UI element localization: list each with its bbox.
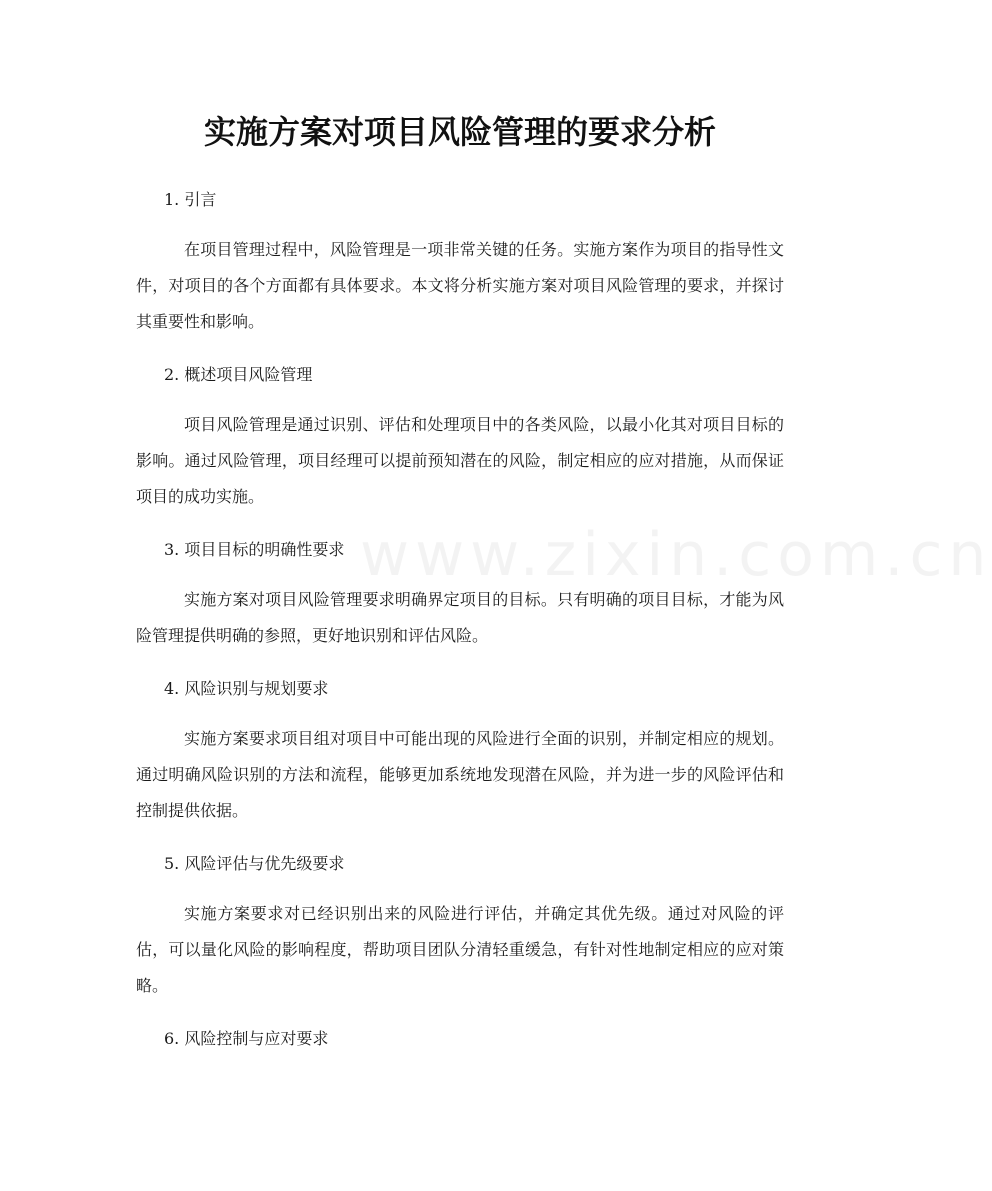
- section-paragraph-2: 项目风险管理是通过识别、评估和处理项目中的各类风险，以最小化其对项目目标的影响。通过风险管理，项目经理可以提前预知潜在的风险，制定相应的应对措施，从而保证项目的成功实施。: [136, 415, 784, 506]
- section-paragraph-1: 在项目管理过程中，风险管理是一项非常关键的任务。实施方案作为项目的指导性文件，对项目的各个方面都有具体要求。本文将分析实施方案对项目风险管理的要求，并探讨其重要性和影响。: [136, 240, 784, 331]
- section-heading-3: 3. 项目目标的明确性要求: [164, 540, 345, 559]
- section-heading-5: 5. 风险评估与优先级要求: [164, 854, 345, 873]
- section-paragraph-3: 实施方案对项目风险管理要求明确界定项目的目标。只有明确的项目目标，才能为风险管理提供明确的参照，更好地识别和评估风险。: [136, 590, 784, 645]
- section-heading-2: 2. 概述项目风险管理: [164, 365, 313, 384]
- watermark: www.zixin.com.cn: [360, 520, 992, 590]
- section-paragraph-5: 实施方案要求对已经识别出来的风险进行评估，并确定其优先级。通过对风险的评估，可以量化风险的影响程度，帮助项目团队分清轻重缓急，有针对性地制定相应的应对策略。: [136, 904, 784, 995]
- section-heading-4: 4. 风险识别与规划要求: [164, 679, 329, 698]
- document-title: 实施方案对项目风险管理的要求分析: [203, 113, 716, 151]
- document-body: [136, 182, 784, 1057]
- section-heading-6: 6. 风险控制与应对要求: [164, 1029, 329, 1048]
- section-heading-1: 1. 引言: [164, 190, 217, 209]
- section-paragraph-4: 实施方案要求项目组对项目中可能出现的风险进行全面的识别，并制定相应的规划。通过明确风险识别的方法和流程，能够更加系统地发现潜在风险，并为进一步的风险评估和控制提供依据。: [136, 729, 784, 820]
